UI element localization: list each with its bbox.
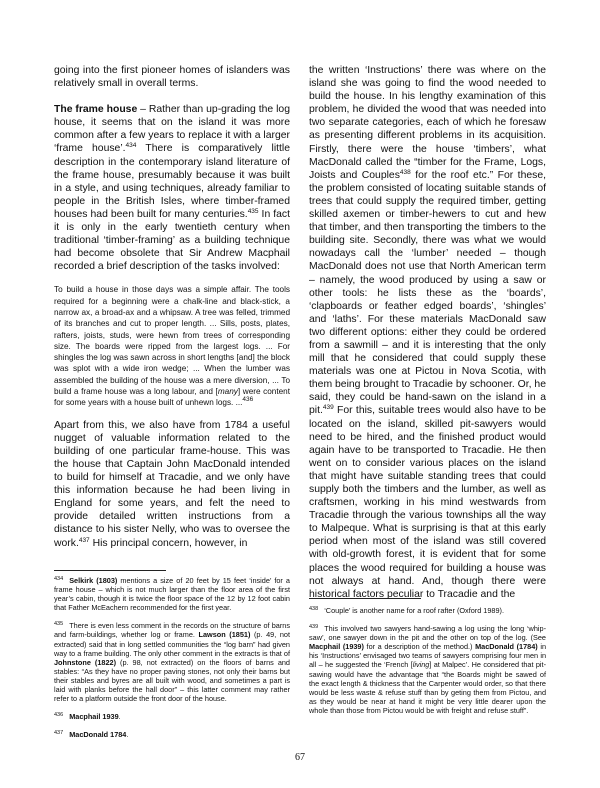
footnote-ref-439[interactable]: 439 xyxy=(322,404,334,412)
left-column xyxy=(54,64,290,550)
block-quote: To build a house in those days was a simple affair. The tools required for a beginning were a chalk-line and black-stick, a narrow ax, a broad-ax and a whipsaw. A tree was felled, trimmed of its branches and cut to proper length. ... Sills, posts, plates, rafters, joists, studs, were hewn from trees of corresponding size. The boards were ripped from the largest logs. ... For shingles the log was sawn across in short lengths [and] the block was splot with a wide iron wedge; ... When the lumber was assembled the building of the house was a mere diversion, ... To build a frame house was a long labour, and [many] were content for some years with a house built of unhewn logs. ...$^{436}$ xyxy=(54,285,291,408)
footnote-ref-437[interactable]: 437 xyxy=(78,536,90,544)
footnote-divider-left xyxy=(54,570,166,571)
footnote-435: $^{435}$ There is even less comment in the records on the structure of barns and farm-buildings, whether log or frame. Lawson (1851) (p. 49, not extracted) said that in long settled communities the “log barn” had given way to a frame building. The only other comment in the extracts is that of Johnstone (1822) (p. 98, not extracted) on the floors of barns and stables: “As they have no proper paving stones, not only their barns but their stables and byres are all built with wood, and sometimes a part is laid with planks before the hall door” – this latter comment may rather refer to a platform outside the front door of the house. xyxy=(54,621,290,704)
intro-paragraph: going into the first pioneer homes of islanders was relatively small in overall terms. xyxy=(54,65,290,90)
instructions-paragraph: the written ‘Instructions’ there was where on the island she was going to find the wood needed to build the house. In his lengthy examination of this problem, he divided the wood that was needed into two separate categories, each of which he foresaw as presenting different problems in its acquisition. Firstly, there were the house ‘timbers’, what MacDonald called the “timber for the Frame, Logs, Joists and Couples$^{438}$ for the roof etc.” For these, the problem consisted of locating suitable stands of trees that could supply the required timber, getting skilled axemen or timber-hewers to cut and hew that timber, and then transporting the timbers to the building site. Secondly, there was what we would nowadays call the ‘lumber’ needed – though MacDonald does not use that North American term – namely, the wood produced by using a saw or other tools: he lists these as the ‘boards’, ‘clapboards or feather edged boards’, ‘shingles’ and ‘laths’. For these materials MacDonald saw two different options: either they could be ordered from a sawmill – and it is interesting that the only mill that he considered that could supply these materials was one at Pictou in Nova Scotia, with them being brought to Tracadie by schooner. Or, he said, they could be hand-sawn on the island in a pit.$^{439}$ For this, suitable trees would also have to be located on the island, skilled pit-sawyers would need to be hired, and the finished product would again have to be transported to Tracadie. He then went on to consider various places on the island that might have suitable standing trees that could supply both the timbers and the lumber, as well as craftsmen, working in his mind westwards from Tracadie through the various townships all the way to Malpeque. What is surprising is that at this early period when most of the island was still covered with old-growth forest, it is evident that for some places the wood required for building a house was not always at hand. And, though there were historical factors peculiar to Tracadie and the xyxy=(309,65,546,600)
footnote-ref-434[interactable]: 434 xyxy=(125,142,137,150)
footnotes-right xyxy=(309,606,546,724)
page-number: 67 xyxy=(295,752,305,763)
footnote-ref-438[interactable]: 438 xyxy=(399,168,411,176)
footnote-437: $^{437}$ MacDonald 1784. xyxy=(54,730,129,740)
right-column xyxy=(309,64,546,601)
footnote-ref-436[interactable]: 436 xyxy=(242,396,254,404)
footnote-436: $^{436}$ Macphail 1939. xyxy=(54,712,121,722)
footnotes-left xyxy=(54,576,290,748)
section-heading: The frame house xyxy=(54,104,138,116)
footnote-439: $^{439}$ This involved two sawyers hand-sawing a log using the long ‘whip-saw’, one sawyer down in the pit and the other on top of the log. (See Macphail (1939) for a description of the method.) MacDonald (1784) in his ‘Instructions’ envisaged two teams of sawyers comprising four men in all – he suggested the ‘French [living] at Malpec’. He considered that pit-sawing would have the advantage that “the Boards might be sawed of the exact length & thickness that the Carpenter would order, so that there would be less waste & refuse stuff than by geting them from Pictou, and as they would be near at hand it might be very little dearer upon the whole than those from Pictou would be with freight and refuse stuff”. xyxy=(309,624,547,715)
footnote-ref-435[interactable]: 435 xyxy=(247,207,259,215)
footnote-divider-right xyxy=(309,598,421,599)
footnote-438: $^{438}$ ‘Couple’ is another name for a roof rafter (Oxford 1989). xyxy=(309,606,504,615)
macdonald-paragraph: Apart from this, we also have from 1784 a useful nugget of valuable information related to the building of one particular frame-house. This was the house that Captain John MacDonald intended to build for himself at Tracadie, and we only have this information because he had been living in England for some years, and felt the need to provide detailed written instructions from a distance to his sister Nelly, who was to oversee the work.$^{437}$ His principal concern, however, in xyxy=(54,419,290,549)
footnote-434: $^{434}$ Selkirk (1803) mentions a size of 20 feet by 15 feet ‘inside’ for a frame house – which is not much larger than the floor area of the first year’s cabin, though it is twice the floor space of the 12 by 12 foot cabin that Father McEachern recommended for the first year. xyxy=(54,576,290,613)
frame-house-paragraph: The frame house – Rather than up-grading the log house, it seems that on the island it was more common after a few years to replace it with a larger ‘frame house’.$^{434}$ There is comparatively little description in the contemporary island literature of the frame house, presumably because it was built in a style, and using techniques, already familiar to people in the British Isles, where timber-framed houses had been built for many centuries.$^{435}$ In fact it is only in the early twentieth century when traditional ‘timber-framing’ as a building technique had become obsolete that Sir Andrew Macphail recorded a brief description of the tasks involved: xyxy=(54,104,290,273)
